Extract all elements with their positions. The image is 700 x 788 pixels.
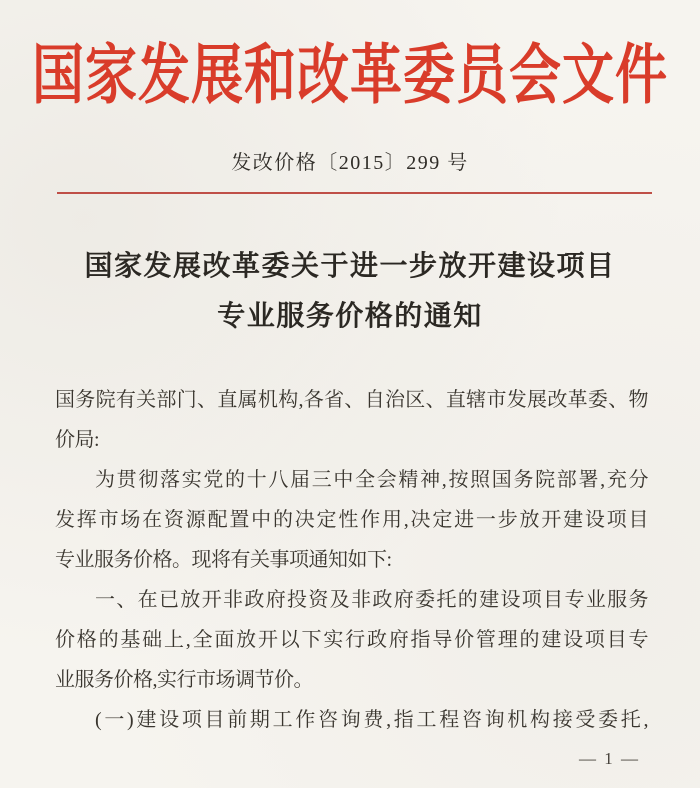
document-title-line2: 专业服务价格的通知	[217, 301, 483, 332]
body-text-line: 发挥市场在资源配置中的决定性作用,决定进一步放开建设项目	[55, 509, 648, 531]
body-text-line: 价局:	[55, 429, 100, 451]
document-title	[0, 242, 700, 342]
page-number: — 1 —	[579, 749, 640, 768]
letterhead-agency-title	[0, 22, 700, 112]
body-text-line: 专业服务价格。现将有关事项通知如下:	[55, 549, 392, 571]
body-text-line: 业服务价格,实行市场调节价。	[55, 669, 313, 691]
body-text-line: 一、在已放开非政府投资及非政府委托的建设项目专业服务	[95, 589, 648, 611]
body-text-line: 国务院有关部门、直属机构,各省、自治区、直辖市发展改革委、物	[55, 389, 648, 411]
letterhead-agency-title-text: 国家发展和改革委员会文件	[31, 40, 668, 112]
document-number: 发改价格〔2015〕299 号	[231, 152, 469, 174]
red-divider-line	[57, 192, 652, 194]
document-body	[55, 380, 648, 740]
body-text-line: 价格的基础上,全面放开以下实行政府指导价管理的建设项目专	[55, 629, 648, 651]
body-text-line: 为贯彻落实党的十八届三中全会精神,按照国务院部署,充分	[95, 469, 648, 491]
document-title-line1: 国家发展改革委关于进一步放开建设项目	[84, 251, 616, 282]
body-text-line: (一)建设项目前期工作咨询费,指工程咨询机构接受委托,	[95, 709, 648, 731]
